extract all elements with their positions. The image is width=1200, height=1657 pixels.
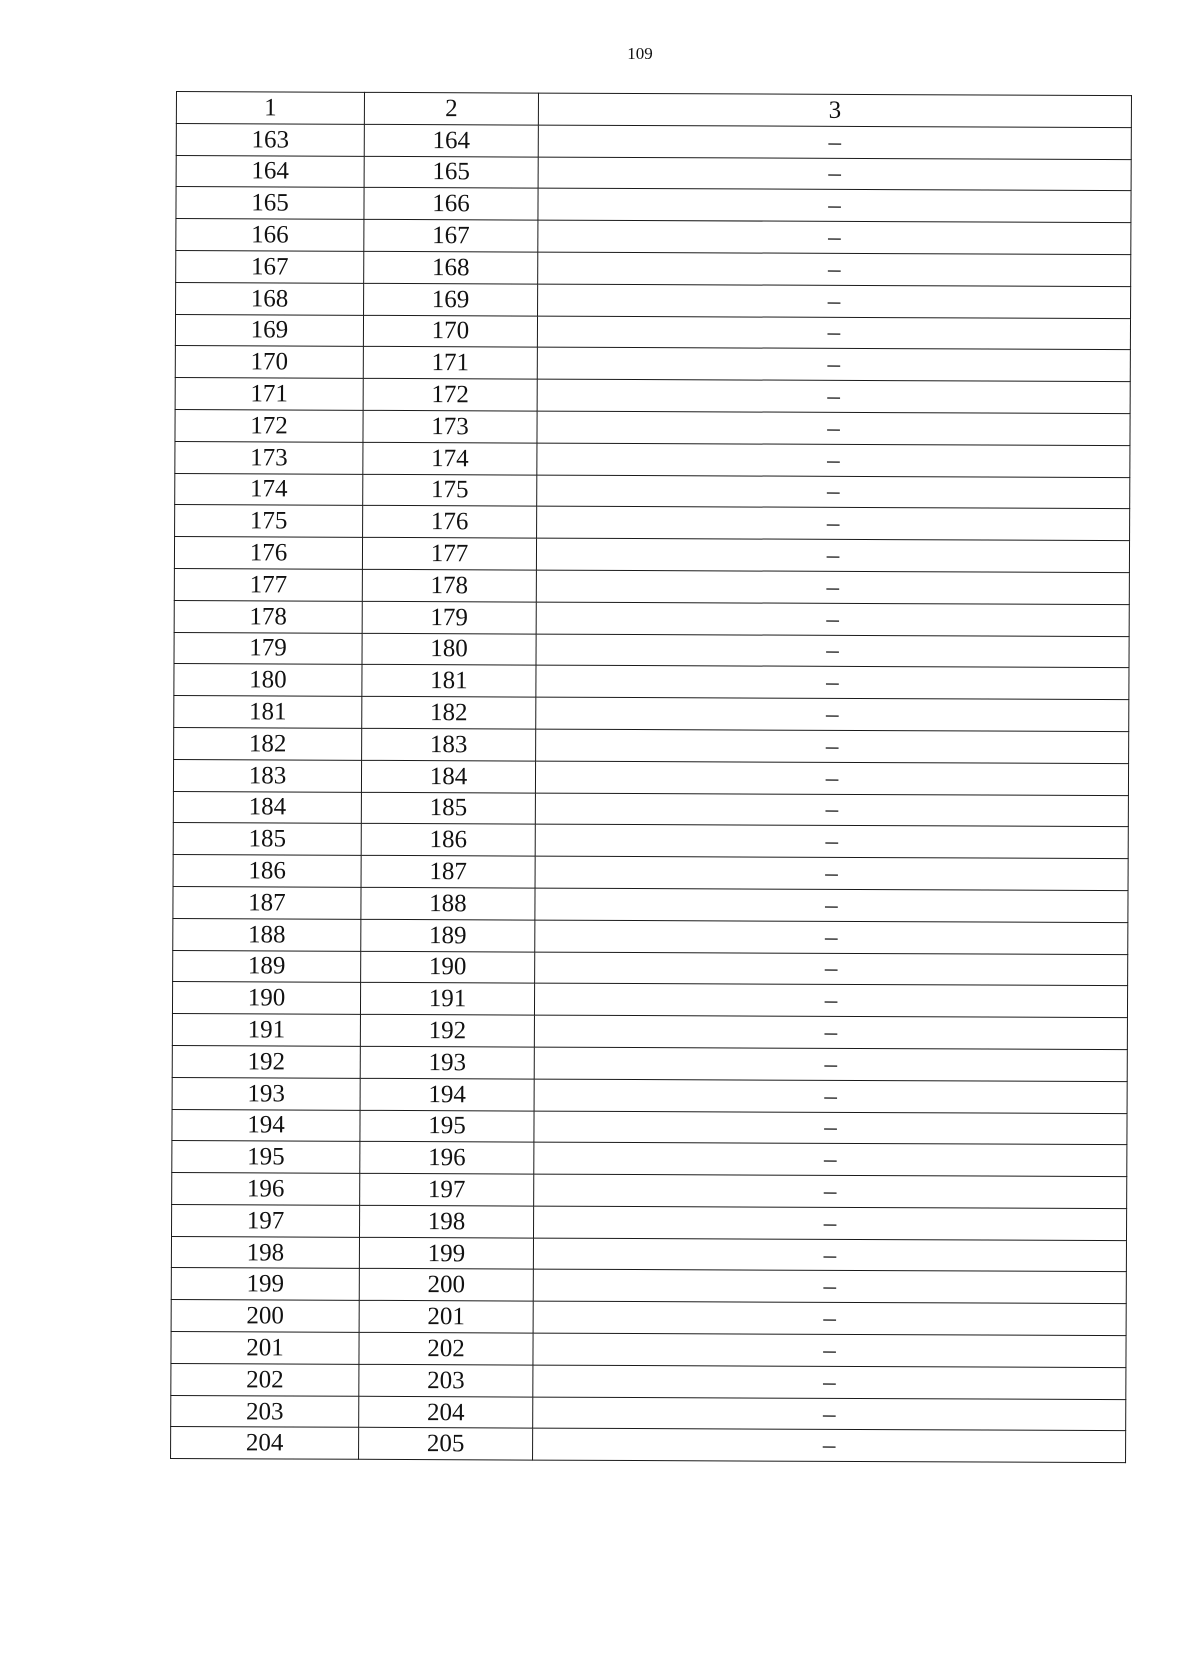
table-row [175, 378, 1130, 414]
table-cell: – [538, 188, 1131, 222]
table-row [171, 1300, 1126, 1336]
table-cell: 177 [362, 537, 536, 570]
table-cell: 177 [174, 568, 362, 601]
table-cell: 173 [175, 441, 363, 474]
table-cell: 182 [362, 696, 536, 729]
table-cell: 181 [174, 696, 362, 729]
table-cell: 189 [361, 919, 535, 952]
table-cell: – [537, 443, 1130, 477]
table-cell: – [534, 1174, 1127, 1208]
table-cell: 202 [359, 1332, 533, 1365]
table-cell: – [534, 1047, 1127, 1081]
table-cell: 166 [176, 219, 364, 252]
table-cell: 176 [363, 506, 537, 539]
table-cell: 196 [360, 1142, 534, 1175]
table-cell: 197 [360, 1173, 534, 1206]
table-cell: – [533, 1206, 1126, 1240]
table-body [171, 123, 1132, 1463]
table-row [172, 1204, 1127, 1240]
data-table [170, 91, 1132, 1463]
table-cell: – [534, 1111, 1127, 1145]
table-row [173, 759, 1128, 795]
table-cell: 191 [360, 983, 534, 1016]
table-cell: 170 [363, 315, 537, 348]
table-row [171, 1332, 1126, 1368]
table-row [176, 123, 1131, 159]
table-cell: 197 [172, 1204, 360, 1237]
table-row [172, 1077, 1127, 1113]
table-cell: 172 [175, 409, 363, 442]
table-cell: – [535, 824, 1128, 858]
table-cell: – [538, 125, 1131, 159]
table-cell: 191 [172, 1014, 360, 1047]
table-cell: 180 [362, 633, 536, 666]
table-cell: 184 [173, 791, 361, 824]
table-cell: 178 [174, 600, 362, 633]
table-cell: 171 [175, 378, 363, 411]
table-cell: 186 [361, 824, 535, 857]
table-cell: – [536, 602, 1129, 636]
table-cell: 174 [175, 473, 363, 506]
table-cell: 167 [364, 220, 538, 253]
table-cell: 170 [175, 346, 363, 379]
table-cell: 179 [362, 601, 536, 634]
table-cell: 204 [359, 1396, 533, 1429]
table-row [172, 1141, 1127, 1177]
table-cell: 164 [364, 124, 538, 157]
table-cell: – [535, 793, 1128, 827]
table-row [175, 314, 1130, 350]
table-cell: 198 [171, 1236, 359, 1269]
table-cell: – [536, 538, 1129, 572]
table-cell: – [538, 252, 1131, 286]
table-cell: – [536, 729, 1129, 763]
table-cell: – [534, 1079, 1127, 1113]
table-cell: 196 [172, 1173, 360, 1206]
table-cell: – [536, 634, 1129, 668]
table-cell: 166 [364, 188, 538, 221]
table-cell: 194 [172, 1109, 360, 1142]
table-row [174, 600, 1129, 636]
table-row [172, 1109, 1127, 1145]
table-container [170, 91, 1131, 1463]
table-row [172, 1045, 1127, 1081]
table-cell: – [537, 347, 1130, 381]
table-cell: 193 [360, 1046, 534, 1079]
table-row [176, 155, 1131, 191]
table-row [172, 982, 1127, 1018]
table-cell: – [538, 220, 1131, 254]
table-cell: 167 [176, 250, 364, 283]
table-cell: 198 [360, 1205, 534, 1238]
table-row [174, 727, 1129, 763]
table-cell: 202 [171, 1363, 359, 1396]
table-cell: 199 [171, 1268, 359, 1301]
table-cell: 188 [361, 887, 535, 920]
table-cell: – [537, 506, 1130, 540]
table-cell: – [533, 1365, 1126, 1399]
table-row [173, 791, 1128, 827]
table-row [175, 441, 1130, 477]
table-cell: 176 [174, 537, 362, 570]
table-cell: – [534, 1015, 1127, 1049]
table-cell: – [534, 983, 1127, 1017]
table-row [173, 918, 1128, 954]
table-cell: – [536, 697, 1129, 731]
table-cell: 172 [363, 378, 537, 411]
table-cell: – [537, 475, 1130, 509]
table-cell: 174 [363, 442, 537, 475]
table-cell: 164 [176, 155, 364, 188]
table-row [173, 950, 1128, 986]
table-cell: – [533, 1238, 1126, 1272]
table-cell: – [536, 570, 1129, 604]
page-number: 109 [627, 44, 653, 63]
table-row [174, 696, 1129, 732]
table-cell: 187 [361, 855, 535, 888]
table-cell: 189 [173, 950, 361, 983]
table-row [174, 537, 1129, 573]
table-cell: – [537, 379, 1130, 413]
table-cell: – [533, 1333, 1126, 1367]
table-row [173, 823, 1128, 859]
table-cell: – [535, 856, 1128, 890]
table-cell: 203 [359, 1364, 533, 1397]
table-cell: 168 [176, 282, 364, 315]
table-row [175, 409, 1130, 445]
table-cell: 195 [172, 1141, 360, 1174]
table-row [176, 282, 1131, 318]
table-cell: 169 [364, 283, 538, 316]
table-cell: 169 [175, 314, 363, 347]
table-cell: – [533, 1429, 1126, 1463]
table-cell: 180 [174, 664, 362, 697]
table-cell: 179 [174, 632, 362, 665]
table-cell: – [534, 1142, 1127, 1176]
table-cell: 182 [174, 727, 362, 760]
table-cell: – [535, 920, 1128, 954]
table-cell: – [537, 411, 1130, 445]
table-cell: – [536, 665, 1129, 699]
column-header: 1 [176, 92, 364, 125]
table-cell: 194 [360, 1078, 534, 1111]
table-row [176, 187, 1131, 223]
table-cell: 186 [173, 855, 361, 888]
table-cell: – [533, 1397, 1126, 1431]
table-cell: – [538, 157, 1131, 191]
table-cell: 178 [362, 569, 536, 602]
table-cell: – [537, 316, 1130, 350]
table-cell: – [533, 1270, 1126, 1304]
table-cell: 163 [176, 123, 364, 156]
table-cell: 192 [360, 1014, 534, 1047]
table-cell: 183 [362, 728, 536, 761]
header-row [176, 92, 1131, 128]
table-row [172, 1014, 1127, 1050]
table-cell: 200 [359, 1269, 533, 1302]
table-header [176, 92, 1131, 128]
table-cell: 201 [171, 1332, 359, 1365]
table-cell: 190 [172, 982, 360, 1015]
table-row [175, 505, 1130, 541]
column-header: 3 [538, 93, 1131, 127]
table-cell: 203 [171, 1395, 359, 1428]
table-cell: – [535, 888, 1128, 922]
table-cell: 199 [359, 1237, 533, 1270]
table-cell: 187 [173, 886, 361, 919]
table-cell: 173 [363, 410, 537, 443]
table-row [171, 1363, 1126, 1399]
table-cell: 185 [173, 823, 361, 856]
table-cell: 168 [364, 251, 538, 284]
table-cell: 175 [363, 474, 537, 507]
table-cell: 171 [363, 347, 537, 380]
table-cell: 192 [172, 1045, 360, 1078]
table-cell: 204 [171, 1427, 359, 1460]
table-cell: 183 [173, 759, 361, 792]
table-cell: – [533, 1301, 1126, 1335]
table-cell: 195 [360, 1110, 534, 1143]
table-cell: 205 [359, 1428, 533, 1461]
table-row [175, 346, 1130, 382]
table-cell: 175 [175, 505, 363, 538]
table-row [171, 1395, 1126, 1431]
table-cell: 188 [173, 918, 361, 951]
table-row [172, 1173, 1127, 1209]
table-cell: – [535, 761, 1128, 795]
table-row [171, 1427, 1126, 1463]
table-cell: 190 [361, 951, 535, 984]
table-cell: – [538, 284, 1131, 318]
column-header: 2 [364, 92, 538, 125]
table-row [171, 1236, 1126, 1272]
table-row [171, 1268, 1126, 1304]
table-cell: 165 [364, 156, 538, 189]
table-cell: – [535, 952, 1128, 986]
table-cell: 165 [176, 187, 364, 220]
table-row [173, 855, 1128, 891]
table-cell: 201 [359, 1301, 533, 1334]
table-cell: 193 [172, 1077, 360, 1110]
table-row [174, 664, 1129, 700]
table-row [175, 473, 1130, 509]
table-row [176, 250, 1131, 286]
table-row [174, 632, 1129, 668]
table-row [176, 219, 1131, 255]
table-row [174, 568, 1129, 604]
table-cell: 185 [361, 792, 535, 825]
table-cell: 184 [361, 760, 535, 793]
table-cell: 200 [171, 1300, 359, 1333]
table-row [173, 886, 1128, 922]
table-cell: 181 [362, 665, 536, 698]
